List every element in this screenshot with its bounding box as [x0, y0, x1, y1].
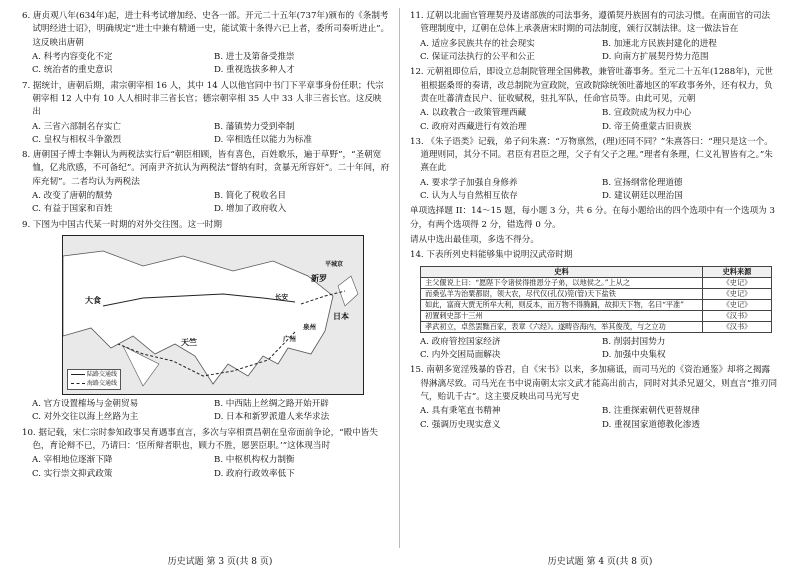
question-10: [22, 427, 390, 481]
option-c: C. 政府对西藏进行有效治理: [420, 121, 527, 132]
table-row: [421, 277, 772, 288]
page-footer-left: 历史试题 第 3 页(共 8 页): [167, 557, 273, 567]
table-cell: 《史记》: [703, 277, 772, 288]
question-text: 9. 下图为中国古代某一时期的对外交往图。这一时期: [22, 219, 222, 230]
option-a: A. 要求学子加强自身修养: [420, 177, 518, 188]
option-b: B. 中西陆上丝绸之路开始开辟: [214, 399, 329, 409]
question-11: [410, 10, 778, 64]
option-b: B. 宣扬纲常伦理道德: [602, 177, 683, 188]
map-label-quanzhou: 泉州: [303, 323, 316, 331]
option-d: D. 重视选拔多种人才: [214, 65, 295, 76]
legend-land: 陆路交通线: [71, 371, 117, 379]
options: [22, 398, 390, 425]
table-header-row: [421, 266, 772, 277]
option-c: C. 统治者的重史意识: [32, 65, 113, 76]
option-c: C. 皇权与相权斗争激烈: [32, 134, 122, 145]
option-c: C. 实行崇文抑武政策: [32, 468, 113, 479]
question-text: 14. 下表所列史料能够集中说明汉武帝时期: [410, 250, 573, 261]
option-c: C. 保证司法执行的公平和公正: [420, 51, 535, 62]
table-cell: 《汉书》: [703, 321, 772, 332]
table-cell: 如此，富商大贾无所牟大利，则反本，而万物不得腾踊，故抑天下物，名曰“平准”: [421, 299, 703, 310]
map-label-tianzhu: 天竺: [181, 337, 197, 347]
question-text: 10. 据记载，宋仁宗时参知政事吴育遇事直言，多次与宰相贾昌朝在皇帝面前争论，“殿中皆失色，育论辩不已，乃请曰：‘臣所辩者职也，顾力不胜，愿罢臣职。’”这体现当时: [22, 427, 378, 451]
trade-route-map: [62, 235, 364, 395]
question-7: [22, 80, 390, 148]
option-d: D. 建议朝廷以理治国: [602, 191, 683, 202]
question-13: [410, 136, 778, 204]
question-8: [22, 149, 390, 217]
table-row: [421, 299, 772, 310]
options: [22, 121, 390, 148]
right-column: [410, 10, 778, 434]
option-a: A. 具有秉笔直书精神: [420, 406, 501, 417]
legend-sea: 海路交通线: [71, 380, 117, 388]
option-d: D. 重视国家道德教化渗透: [602, 419, 700, 430]
map-label-xinluo: 新罗: [311, 273, 327, 283]
option-a: A. 以政教合一政策管理西藏: [420, 108, 527, 119]
option-d: D. 日本和新罗派遣人来华求法: [214, 412, 330, 423]
option-a: A. 宰相地位逐渐下降: [32, 455, 113, 466]
table-row: [421, 288, 772, 299]
option-c: C. 强调历史现实意义: [420, 419, 501, 430]
options: [410, 177, 778, 204]
question-9: [22, 219, 390, 425]
options: [22, 454, 390, 481]
option-b: B. 宣政院成为权力中心: [602, 108, 692, 119]
option-d: D. 增加了政府收入: [214, 204, 287, 215]
options: [410, 38, 778, 65]
question-text: 7. 据统计，唐朝后期，肃宗朝宰相 16 人，其中 14 人以他官同中书门下平章事身份任职；代宗朝宰相 12 人中有 10 人人相时非三省长官；德宗朝宰相 35 人中 33 人非三省长官。这反映出: [22, 80, 384, 118]
option-c: C. 内外交困局面解决: [420, 349, 501, 360]
options: [22, 190, 390, 217]
question-text: 12. 元朝祖即位后，即设立总制院管理全国佛教，兼管吐蕃事务。至元二十五年(1288年)，元世祖根据桑哥的奏请，改总制院为宣政院，宣政院除统领吐蕃地区的军政事务外，还有权力，负责在吐蕃清查民户、征收赋税，驻扎军队，任命官员等。由此可见，元朝: [410, 67, 773, 104]
question-15: [410, 364, 778, 432]
left-column: [22, 10, 390, 483]
question-text: 11. 辽朝以北面官管理契丹及诸部族的司法事务，遵循契丹族固有的司法习惯。在南面官的司法管理制度中，辽朝在总体上承袭唐宋时期的司法制度，颁行汉制法律。这一做法旨在: [410, 11, 771, 35]
options: [22, 51, 390, 78]
option-b: B. 藩镇势力受到牵制: [214, 121, 295, 132]
question-text: 8. 唐朝国子博士李翱认为两税法实行后“朝臣相顾，皆有喜色，百姓歌乐，遍于草野”，“圣朝宽恤，亿兆欣感，不可备纪”。河南尹齐抗认为两税法“督纳有时，贪暴无所容奸”。二十年间，府库充韧”。二者均认为两税法: [22, 150, 390, 187]
table-cell: 而桑弘羊为治粟都尉，领大农，尽代仅(孔仅)筦(管)天下盐铁: [421, 288, 703, 299]
option-a: A. 官方设置榷场与金朝贸易: [32, 399, 139, 409]
table-row: [421, 310, 772, 321]
table-header: 史料: [421, 266, 703, 277]
option-b: B. 中枢机构权力制衡: [214, 455, 295, 466]
source-table: [420, 266, 772, 333]
question-6: [22, 10, 390, 78]
table-cell: 主父偃说上曰：“愿陛下令诸侯得推恩分子弟，以地侯之。”上从之: [421, 277, 703, 288]
question-text: 6. 唐贞观八年(634年)起，进士科考试增加经、史各一部。开元二十五年(737年)颁布的《条制考试明经进士诏》，明确规定“进士中兼有精通一史，能试策十条得六已上者，委所司奏听进止”。这反映出唐朝: [22, 11, 390, 48]
map-label-pingchengjing: 平城京: [325, 261, 344, 268]
table-cell: 《汉书》: [703, 310, 772, 321]
table-cell: 初置刺史部十三州: [421, 310, 703, 321]
option-d: D. 宰相选任以能力为标准: [214, 134, 312, 145]
table-row: [421, 321, 772, 332]
question-14: [410, 249, 778, 362]
option-c: C. 认为人与自然相互依存: [420, 191, 518, 202]
table-cell: 《史记》: [703, 299, 772, 310]
option-b: B. 进士及第备受推崇: [214, 51, 295, 62]
option-c: C. 有益于国家和百姓: [32, 204, 113, 215]
column-divider: [399, 8, 400, 548]
option-c: C. 对外交往以海上丝路为主: [32, 412, 139, 423]
section-note-2: 请从中选出最佳项，多选不得分。: [410, 235, 539, 245]
option-a: A. 三省六部制名存实亡: [32, 121, 122, 132]
question-12: [410, 66, 778, 134]
option-a: A. 改变了唐朝的颓势: [32, 191, 113, 202]
map-label-dashi: 大食: [85, 295, 101, 305]
option-a: A. 政府管控国家经济: [420, 336, 501, 347]
question-text: 13. 《朱子语类》记载，弟子问朱熹：“万物禀然，(理)还同不同？”朱熹答曰：“理只是这一个。道理则同，其分不同。君臣有君臣之理，父子有父子之理。”理者有条理，仁义礼智皆有之。”朱熹在此: [410, 136, 773, 174]
option-d: D. 帝王倚重蒙古旧贵族: [602, 121, 692, 132]
option-a: A. 适应多民族共存的社会现实: [420, 38, 535, 49]
options: [410, 107, 778, 134]
map-legend: [67, 369, 121, 390]
section-note: 单项选择题 II：14～15 题，每小题 3 分，共 6 分。在每小题给出的四个选项中有一个选项为 3 分，有两个选项得 2 分，错选得 0 分。: [410, 206, 775, 230]
table-cell: 孝武初立，卓然罢黜百家，表章《六经》。遂畴咨海内，举其俊茂，与之立功: [421, 321, 703, 332]
option-d: D. 向南方扩展契丹势力范围: [602, 51, 709, 62]
option-d: D. 政府行政效率低下: [214, 468, 295, 479]
table-cell: 《史记》: [703, 288, 772, 299]
option-a: A. 科考内容变化不定: [32, 51, 113, 62]
option-b: B. 简化了税收名目: [214, 191, 286, 202]
map-label-changan: 长安: [275, 293, 288, 301]
option-b: B. 加速北方民族封建化的进程: [602, 38, 717, 49]
options: [410, 336, 778, 363]
map-label-guangzhou: 广州: [283, 335, 296, 343]
option-d: D. 加强中央集权: [602, 349, 666, 360]
page-footer-right: 历史试题 第 4 页(共 8 页): [547, 557, 653, 567]
question-text: 15. 南朝多宽淫残暴的昏君，自《宋书》以来，多加痛诋，而司马光的《资治通鉴》却将之揭露得淋漓尽致。司马光在书中说南朝太宗文武才能高出前古，同时对其杀兄逼父，则直言“推刃同气，贻讥千古”。这主要反映出司马光写史: [410, 365, 778, 402]
option-b: B. 注重探索朝代更替规律: [602, 406, 700, 417]
option-b: B. 削弱封国势力: [602, 336, 666, 347]
map-label-riben: 日本: [333, 311, 349, 321]
table-header: 史料来源: [703, 266, 772, 277]
options: [410, 405, 778, 432]
